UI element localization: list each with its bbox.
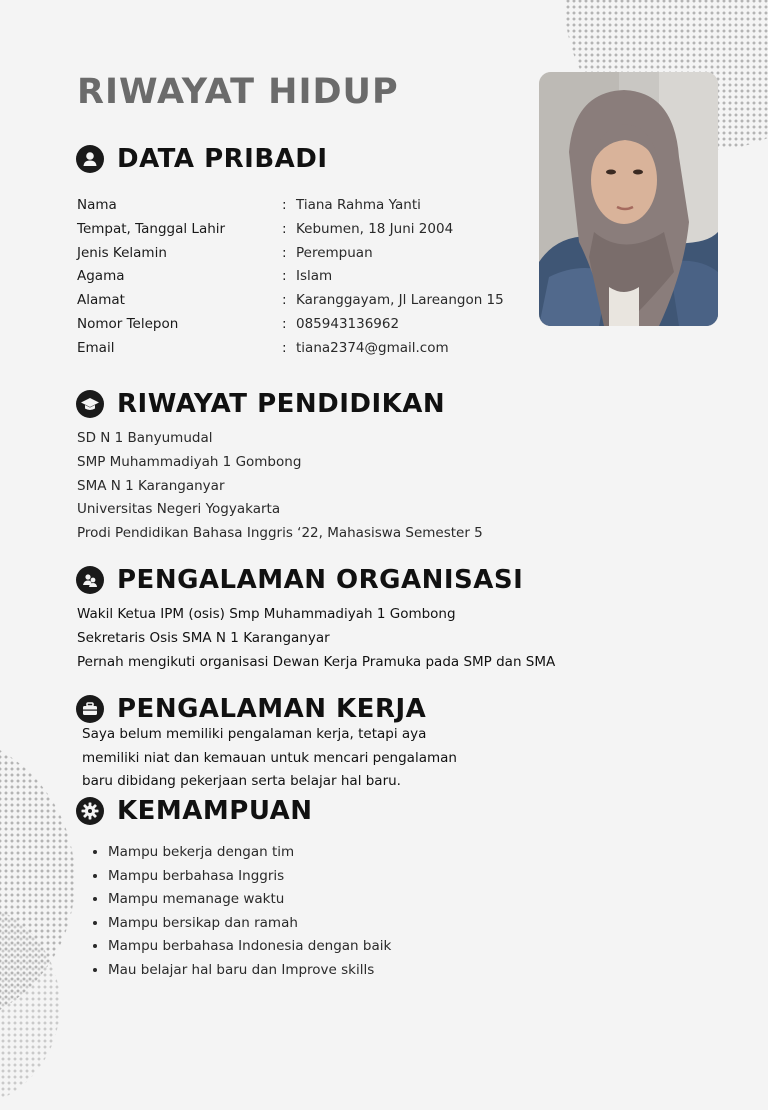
paragraph-line: Saya belum memiliki pengalaman kerja, tetapi aya [82,726,427,742]
info-separator: : [282,339,287,356]
skills-list [90,842,391,984]
section-heading-pendidikan [76,389,445,419]
info-label: Agama [77,268,125,285]
info-row-agama [77,266,504,290]
list-item: Pernah mengikuti organisasi Dewan Kerja Pramuka pada SMP dan SMA [77,653,556,670]
info-value: Perempuan [296,244,373,261]
info-value: tiana2374@gmail.com [296,339,449,356]
info-separator: : [282,292,287,309]
info-label: Tempat, Tanggal Lahir [77,220,226,237]
list-item: Universitas Negeri Yogyakarta [77,501,281,518]
list-item: SMA N 1 Karanganyar [77,477,225,494]
paragraph-line: memiliki niat dan kemauan untuk mencari pengalaman [82,749,457,766]
list-item: • Mampu bekerja dengan tim [108,842,391,866]
section-heading-kerja [76,694,426,724]
user-circle-icon [76,145,104,173]
section-title: PENGALAMAN ORGANISASI [117,565,524,595]
list-item: • Mau belajar hal baru dan Improve skills [108,960,391,984]
info-value: Islam [296,268,333,285]
section-heading-data-pribadi [76,144,328,174]
info-row-nama [77,195,504,219]
info-separator: : [282,244,287,261]
gear-icon [76,797,104,825]
info-separator: : [282,197,287,213]
briefcase-icon [76,695,104,723]
info-row-jenis-kelamin [77,243,504,267]
section-title: PENGALAMAN KERJA [117,694,427,724]
section-title: KEMAMPUAN [117,796,313,826]
list-item: • Mampu bersikap dan ramah [108,913,391,937]
info-label: Email [77,339,115,356]
info-label: Jenis Kelamin [77,244,167,261]
info-value: Kebumen, 18 Juni 2004 [296,220,454,237]
list-item: Prodi Pendidikan Bahasa Inggris ‘22, Mahasiswa Semester 5 [77,525,483,542]
list-item: Wakil Ketua IPM (osis) Smp Muhammadiyah 1 Gombong [77,606,456,622]
info-value: Tiana Rahma Yanti [296,197,421,213]
list-item: Sekretaris Osis SMA N 1 Karanganyar [77,629,330,646]
info-row-email [77,338,504,362]
page-title: RIWAYAT HIDUP [77,72,399,112]
list-item: SD N 1 Banyumudal [77,430,213,446]
graduation-cap-icon [76,390,104,418]
info-value: 085943136962 [296,315,400,332]
education-list [77,428,483,547]
list-item: • Mampu memanage waktu [108,889,391,913]
list-item: • Mampu berbahasa Inggris [108,866,391,890]
personal-info-table [77,195,504,362]
info-separator: : [282,268,287,285]
profile-photo-illustration [539,72,718,326]
group-icon [76,566,104,594]
info-row-telepon [77,314,504,338]
list-item: SMP Muhammadiyah 1 Gombong [77,453,302,470]
info-label: Alamat [77,292,125,309]
info-value: Karanggayam, Jl Lareangon 15 [296,292,504,309]
section-heading-kemampuan [76,796,313,826]
organization-list [77,604,555,675]
list-item: • Mampu berbahasa Indonesia dengan baik [108,936,391,960]
section-title: DATA PRIBADI [117,144,328,174]
work-experience-text [82,723,482,794]
info-row-alamat [77,290,504,314]
section-heading-organisasi [76,565,523,595]
profile-photo [539,72,718,326]
paragraph-line: baru dibidang pekerjaan serta belajar hal baru. [82,773,401,790]
info-separator: : [282,315,287,332]
info-row-ttl [77,219,504,243]
info-label: Nama [77,197,117,213]
info-label: Nomor Telepon [77,315,179,332]
section-title: RIWAYAT PENDIDIKAN [117,389,446,419]
info-separator: : [282,220,287,237]
